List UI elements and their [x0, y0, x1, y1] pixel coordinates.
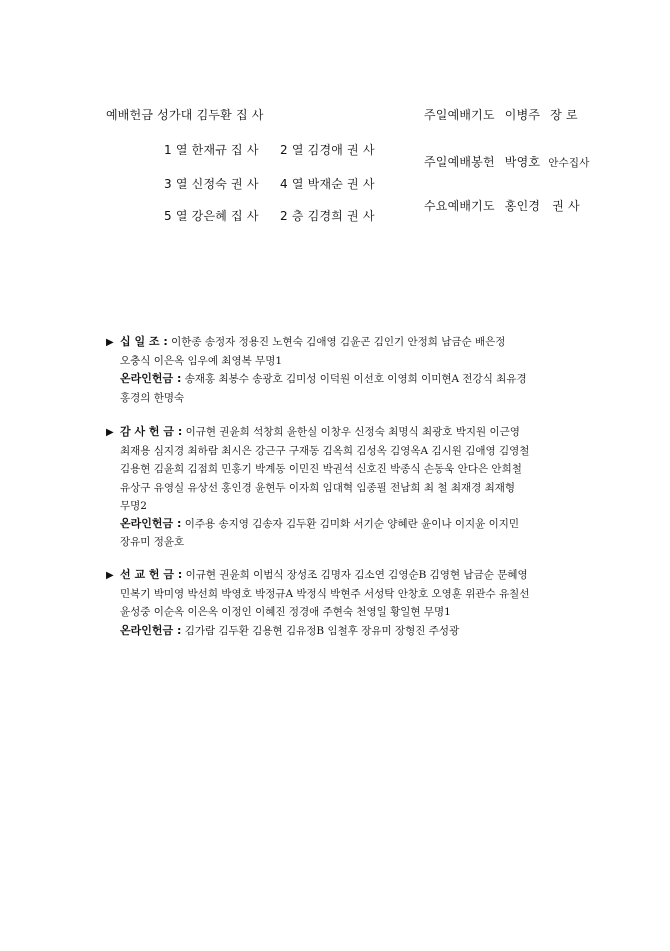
thanksgiving-online-line-1: 이주용 송지영 김송자 김두환 김미화 서기순 양혜란 윤이나 이지윤 이지민	[184, 518, 520, 531]
row-3-left: 5 열 강은혜 집 사	[164, 209, 259, 223]
wednesday-prayer	[424, 197, 580, 214]
mission-online-label: 온라인헌금 :	[120, 623, 182, 637]
sunday-prayer-name: 이병주	[504, 108, 541, 122]
thanksgiving-label: 감 사 헌 금 :	[120, 425, 183, 438]
mission-names-line-3: 윤성중 이순옥 이은옥 이정인 이혜진 정경애 주현숙 천영일 황일현 무명1	[120, 606, 451, 619]
sunday-offering-title: 안수집사	[548, 157, 590, 169]
row-1-right: 2 열 김경애 권 사	[280, 143, 375, 157]
tithe-online-line-2: 홍경의 한명숙	[120, 391, 185, 404]
thanksgiving-online-line-2: 장유미 정윤호	[120, 536, 185, 549]
tithe-online-line-1: 송재홍 최봉수 송광호 김미성 이덕원 이선호 이영희 이미현A 전강식 최유경	[184, 373, 527, 386]
mission-names-line-1: 이규현 권윤희 이범식 장성조 김명자 김소연 김영순B 김영현 남금순 문혜영	[185, 569, 528, 581]
triangle-marker-icon: ▶	[106, 427, 114, 438]
tithe-names-line-1: 이한종 송정자 정용진 노현숙 김애영 김윤곤 김인기 안정희 남금순 배은정	[171, 336, 506, 348]
thanksgiving-names-line-4: 유상구 유영실 유상선 홍인경 윤현두 이자희 임대혁 임종필 전남희 최 철 최재경 최재형	[120, 481, 516, 494]
thanksgiving-names-line-5: 무명2	[120, 499, 147, 512]
tithe-label: 십 일 조 :	[120, 335, 168, 348]
wednesday-prayer-role: 수요예배기도	[424, 199, 495, 213]
wednesday-prayer-title: 권 사	[552, 199, 580, 213]
tithe-section	[106, 333, 576, 407]
row-3-right: 2 층 김경희 권 사	[280, 209, 375, 223]
mission-section	[106, 566, 576, 640]
sunday-prayer-title: 장 로	[550, 108, 578, 122]
sunday-prayer-role: 주일예배기도	[424, 108, 495, 122]
triangle-marker-icon: ▶	[106, 570, 114, 581]
thanksgiving-section	[106, 423, 576, 551]
sunday-offering-role: 주일예배봉헌	[424, 155, 495, 169]
mission-names-line-2: 민복기 박미영 박선희 박영호 박정규A 박정식 박현주 서성탁 안창호 오영훈 위관수 유칠선	[120, 588, 530, 601]
sunday-prayer	[424, 106, 578, 123]
thanksgiving-online-label: 온라인헌금 :	[120, 517, 182, 531]
thanksgiving-names-line-2: 최재용 심지경 최하람 최시은 강근구 구재동 김옥희 김성옥 김영옥A 김시원 김애영 김영철	[120, 445, 530, 458]
triangle-marker-icon: ▶	[106, 337, 114, 348]
tithe-online-label: 온라인헌금 :	[120, 372, 182, 386]
mission-online-line-1: 김가람 김두환 김용현 김유정B 임철후 장유미 장형진 주성광	[184, 624, 460, 637]
sunday-offering	[424, 153, 590, 170]
tithe-names-line-2: 오충식 이은옥 임우예 최영복 무명1	[120, 355, 283, 368]
row-1-left: 1 열 한재규 집 사	[164, 143, 259, 157]
thanksgiving-names-line-3: 김용현 김윤희 김점희 민홍기 박계동 이민진 박권석 신호진 박종식 손동욱 안다은 안희철	[120, 463, 522, 476]
row-2-left: 3 열 신정숙 권 사	[164, 177, 259, 191]
mission-label: 선 교 헌 금 :	[120, 568, 183, 581]
sunday-offering-name: 박영호	[504, 155, 541, 169]
wednesday-prayer-name: 홍인경	[504, 199, 541, 213]
thanksgiving-names-line-1: 이규현 권윤희 석창희 윤한실 이창우 신정숙 최명식 최광호 박지원 이근영	[185, 426, 520, 438]
row-2-right: 4 열 박재순 권 사	[280, 177, 375, 191]
offering-choir-line: 예배헌금 성가대 김두환 집 사	[106, 108, 264, 122]
